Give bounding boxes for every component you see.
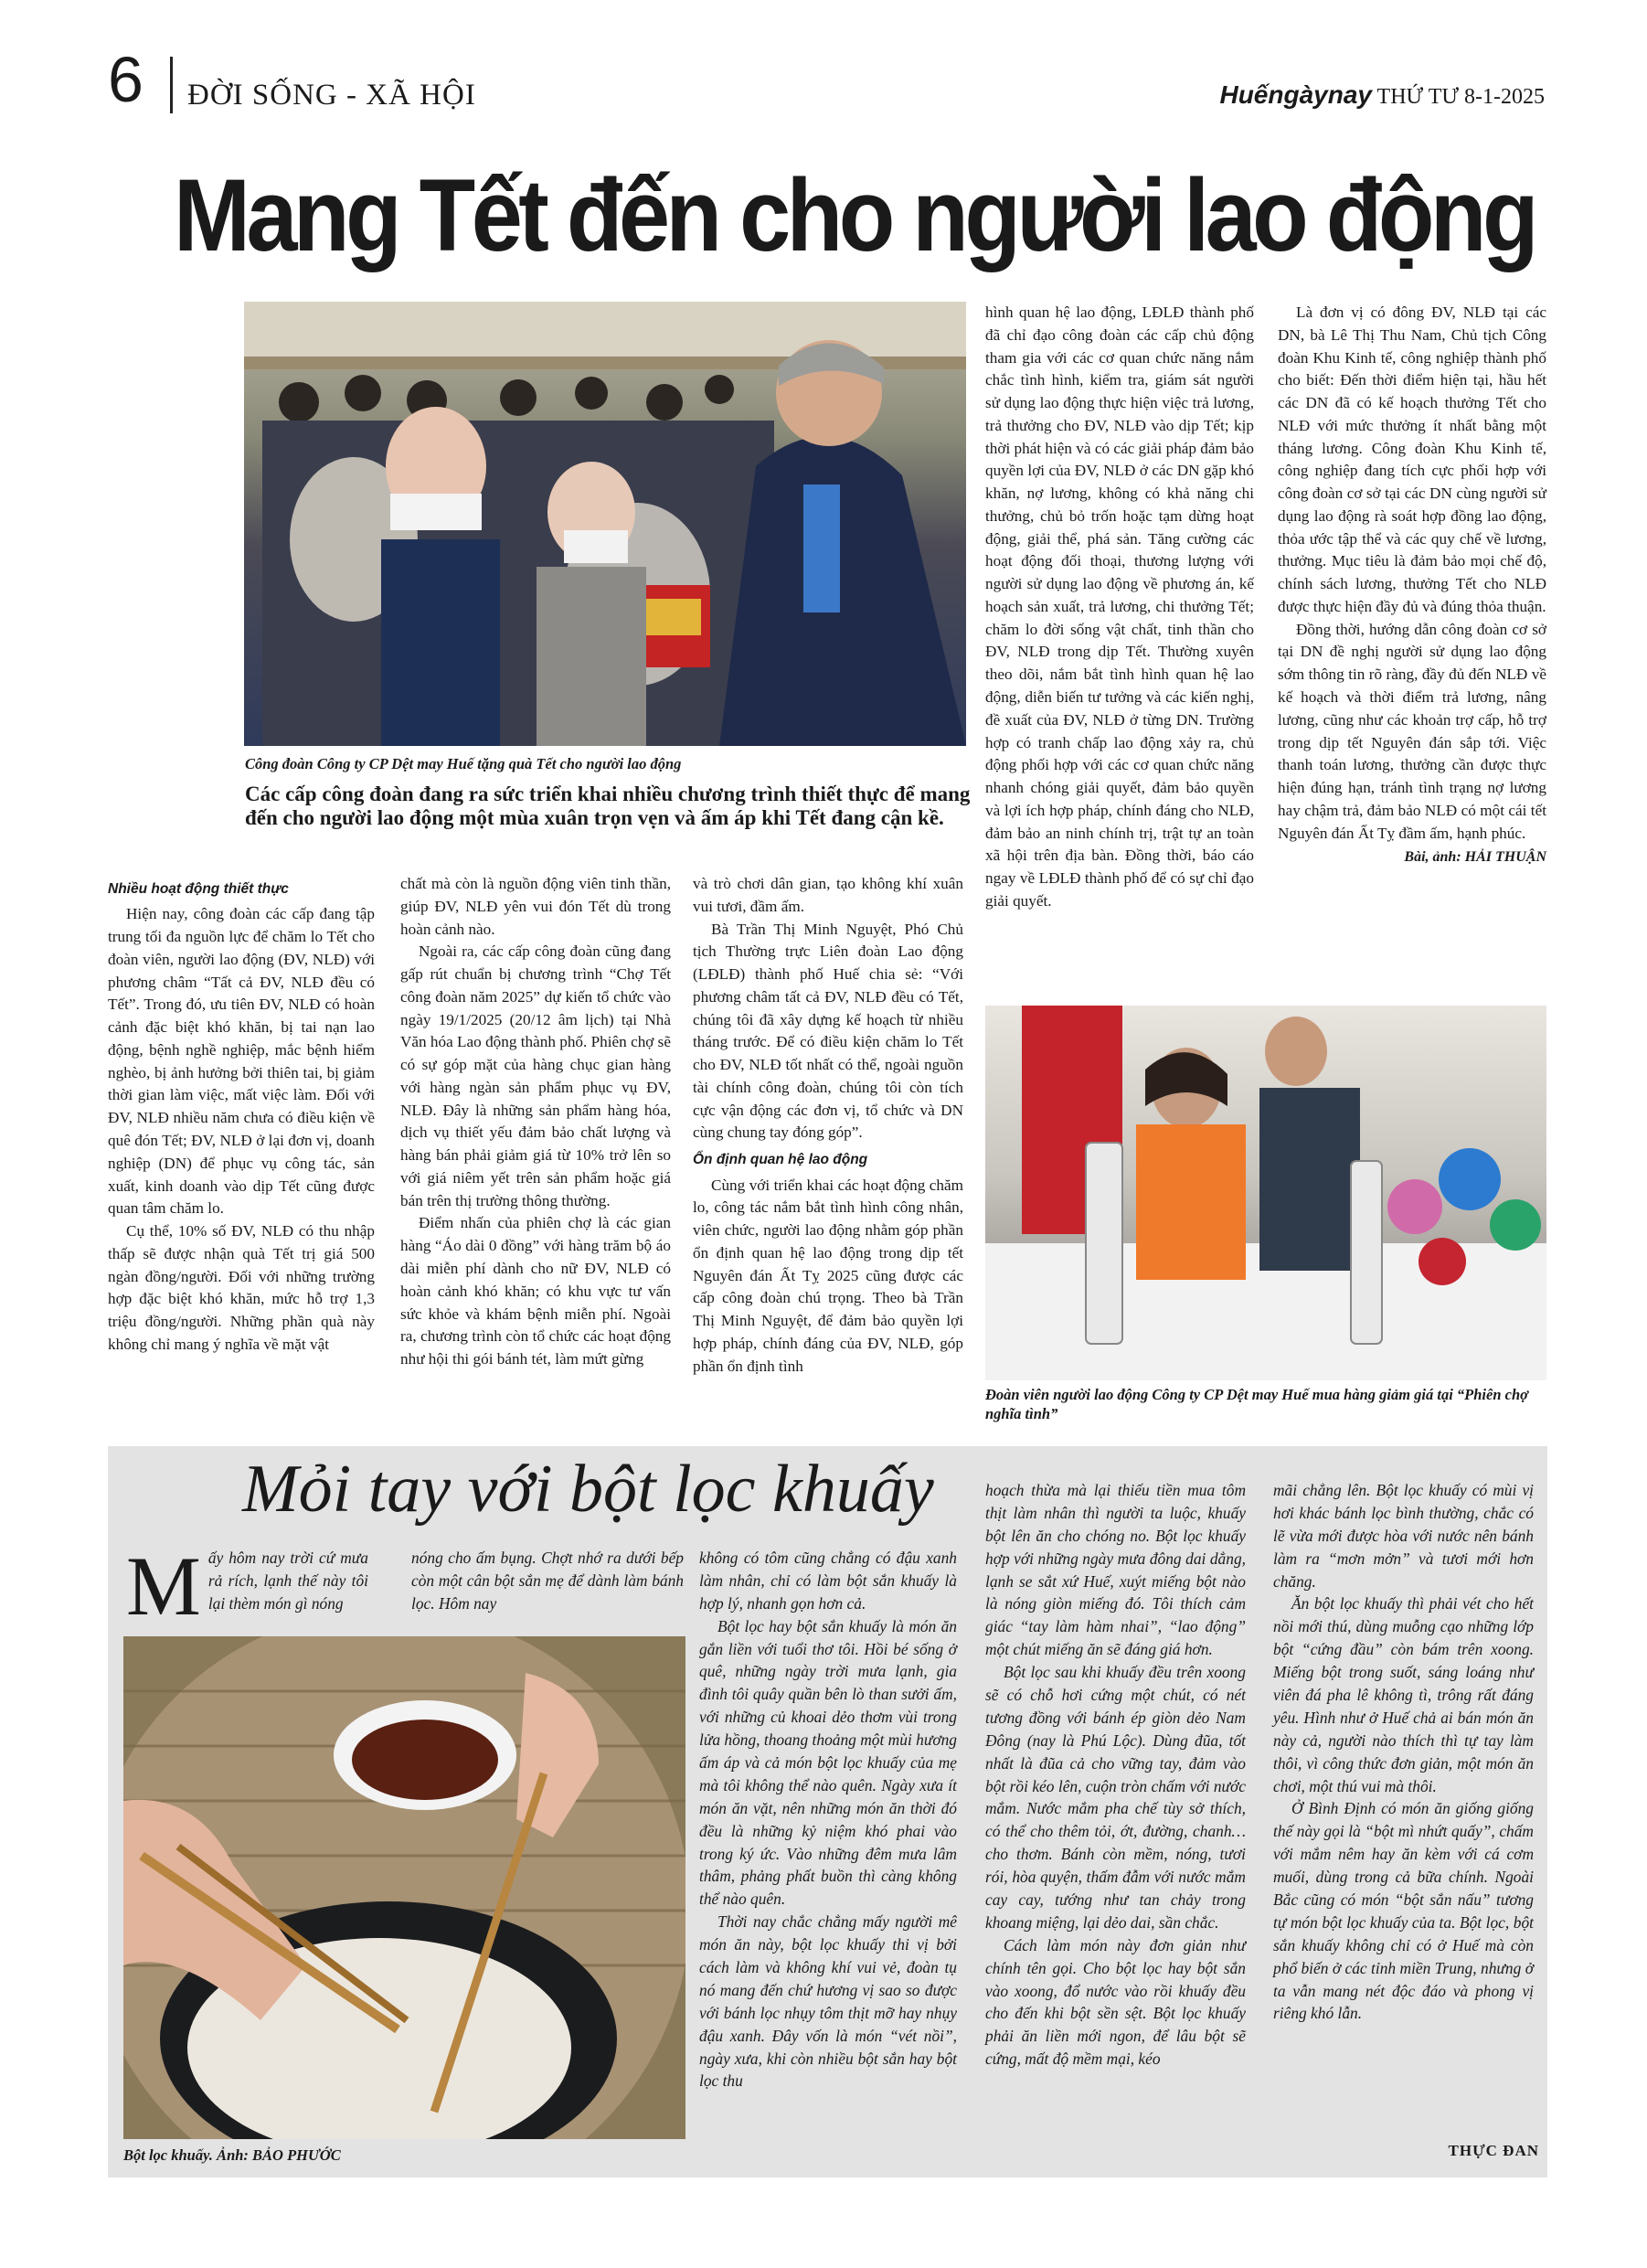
subhead-activities: Nhiều hoạt động thiết thực xyxy=(108,881,289,897)
paragraph: không có tôm cũng chẳng có đậu xanh làm nhân, chỉ có làm bột sắn khuấy là hợp lý, nhanh gọn hơn cả. xyxy=(699,1549,957,1613)
paragraph: Thời nay chắc chẳng mấy người mê món ăn này, bột lọc khuấy thi vị bởi cách làm và không khí vui vẻ, đoàn tụ nó mang đến chứ hương vị sao so được với bánh lọc nhụy tôm thịt mỡ hay nhụy đậu xanh. Đây vốn là món “vét nồi”, ngày xưa, khi còn nhiều bột sắn hay bột lọc thu xyxy=(699,1912,957,2091)
photo3-caption-text: Bột lọc khuấy. Ảnh: xyxy=(123,2146,253,2164)
section-name: ĐỜI SỐNG - XÃ HỘI xyxy=(187,79,476,112)
paragraph: Bà Trần Thị Minh Nguyệt, Phó Chủ tịch Thường trực Liên đoàn Lao động (LĐLĐ) thành phố Huế chia sẻ: “Với phương châm tất cả ĐV, NLĐ đều có Tết, chúng tôi đã xây dựng kế hoạch từ nhiều tháng trước. Để có điều kiện chăm lo Tết cho ĐV, NLĐ tốt nhất có thể, ngoài nguồn tài chính công đoàn, chúng tôi còn tích cực vận động các đơn vị, tổ chức và DN cùng chung tay đóng góp”. xyxy=(693,920,963,1142)
photo2-illustration xyxy=(985,1006,1546,1380)
paragraph: Bột lọc sau khi khuấy đều trên xoong sẽ có chỗ hơi cứng một chút, có nét tương đồng với bánh ép giòn dẻo Nam Đông (nay là Phú Lộc). Dùng đũa, tốt nhất là đũa cả cho vững tay, đảm vào bột rồi kéo lên, cuộn tròn chấm với nước mắm. Nước mắm pha chế tùy sở thích, có thể cho thêm tỏi, ớt, đường, chanh… cho thơm. Bánh còn mềm, nóng, tươi rói, hòa quyện, thấm đẫm với nước mắm cay cay, tướng như tan chảy trong khoang miệng, lại dẻo dai, sần chắc. xyxy=(985,1663,1246,1932)
drop-cap: M xyxy=(126,1539,201,1633)
photo-tapioca-dish xyxy=(123,1636,685,2139)
photo3-illustration xyxy=(123,1636,685,2139)
article2-headline: Mỏi tay với bột lọc khuấy xyxy=(242,1452,934,1527)
article1-column-2 xyxy=(400,873,671,1371)
paragraph: hoạch thừa mà lại thiếu tiền mua tôm thịt làm nhân thì người ta luộc, khuấy bột lên ăn cho chóng no. Bột lọc khuấy hợp với những ngày mưa đông dai dẳng, lạnh se sắt xứ Huế, xuýt miếng bột nào là nóng giòn miếng đó. Tôi thích cảm giác “tay làm hàm nhai”, “lao động” một chút miếng ăn sẽ đáng giá hơn. xyxy=(985,1481,1246,1659)
header-divider xyxy=(170,57,173,113)
article1-column-4 xyxy=(985,302,1254,913)
paragraph: Cùng với triển khai các hoạt động chăm lo, công tác nắm bắt tình hình công nhân, viên chức, người lao động nhằm góp phần ổn định quan hệ lao động trong dịp tết Nguyên đán Ất Tỵ 2025 cũng được các cấp công đoàn chú trọng. Theo bà Trần Thị Minh Nguyệt, để đảm bảo quyền lợi hợp pháp, chính đáng của ĐV, NLĐ, góp phần ổn định tình xyxy=(693,1176,963,1375)
paragraph: Hiện nay, công đoàn các cấp đang tập trung tối đa nguồn lực để chăm lo Tết cho đoàn viên, người lao động (ĐV, NLĐ) với phương châm “Tất cả ĐV, NLĐ đều có Tết”. Trong đó, ưu tiên ĐV, NLĐ có hoàn cảnh đặc biệt khó khăn, bị tai nạn lao động, bệnh nghề nghiệp, mắc bệnh hiểm nghèo, bị ảnh hưởng bởi thiên tai, bị giảm thời gian làm việc, mất việc làm. Đối với ĐV, NLĐ nhiều năm chưa có điều kiện về quê đón Tết; ĐV, NLĐ ở lại đơn vị, doanh nghiệp (DN) để phục vụ công tác, sản xuất, kinh doanh vào dịp Tết cũng được quan tâm chăm lo. xyxy=(108,905,375,1218)
intro-text-a: ấy hôm nay trời cứ mưa rả rích, lạnh thế này tôi lại thèm món gì nóng xyxy=(207,1549,368,1613)
paragraph: Cụ thể, 10% số ĐV, NLĐ có thu nhập thấp sẽ được nhận quà Tết trị giá 500 ngàn đồng/người. Đối với những trường hợp đặc biệt khó khăn, mức hỗ trợ 1,3 triệu đồng/người. Những phần quà này không chỉ mang ý nghĩa về mặt vật xyxy=(108,1222,375,1353)
photo1-caption: Công đoàn Công ty CP Dệt may Huế tặng quà Tết cho người lao động xyxy=(245,755,682,772)
photo-gift-giving xyxy=(244,302,966,746)
photo-market-shopping xyxy=(985,1006,1546,1380)
article-headline: Mang Tết đến cho người lao động xyxy=(174,158,1535,272)
publication-logo: Huếngàynay xyxy=(1219,80,1372,109)
article-lead: Các cấp công đoàn đang ra sức triển khai nhiều chương trình thiết thực để mang đến cho người lao động một mùa xuân trọn vẹn và ấm áp khi Tết đang cận kề. xyxy=(245,783,971,830)
page-number: 6 xyxy=(108,44,143,115)
article2-column-1 xyxy=(699,1547,957,2092)
paragraph: chất mà còn là nguồn động viên tinh thần, giúp ĐV, NLĐ yên vui đón Tết dù trong hoàn cảnh nào. xyxy=(400,875,671,938)
article1-byline: Bài, ảnh: HẢI THUẬN xyxy=(1404,849,1546,866)
paragraph: Ở Bình Định có món ăn giống giống thế này gọi là “bột mì nhứt quấy”, chấm với mắm nêm hay ăn kèm với cá cơm muối, dùng trong cả bữa chính. Ngoài Bắc cũng có món “bột sắn nấu” tương tự món bột lọc khuấy của ta. Bột lọc, bột sắn khuấy không chỉ có ở Huế mà còn phổ biến ở các tỉnh miền Trung, nhưng ở ta vẫn mang nét độc đáo và phong vị riêng khó lẫn. xyxy=(1273,1799,1534,2023)
article2-column-3 xyxy=(1273,1479,1534,2025)
article1-column-1 xyxy=(108,874,375,1357)
photo-illustration xyxy=(244,302,966,746)
photo3-caption xyxy=(123,2146,685,2166)
article2-author: THỰC ĐAN xyxy=(1448,2142,1539,2159)
paragraph: Đồng thời, hướng dẫn công đoàn cơ sở tại DN đề nghị người sử dụng lao động sớm thông tin rõ ràng, đầy đủ đến NLĐ về kế hoạch và thời điểm trả lương, nâng lương, cũng như các khoản trợ cấp, hỗ trợ trong dịp tết Nguyên đán sắp tới. Việc thanh toán lương, thưởng cần được thực hiện đúng hạn, tránh tình trạng nợ lương hay chậm trả, đảm bảo NLĐ có một cái tết Nguyên đán Ất Tỵ đầm ấm, hạnh phúc. xyxy=(1278,620,1546,842)
paragraph: Điểm nhấn của phiên chợ là các gian hàng “Áo dài 0 đồng” với hàng trăm bộ áo dài miễn phí dành cho nữ ĐV, NLĐ có hoàn cảnh khó khăn; có khu vực tư vấn sức khỏe và khám bệnh miễn phí. Ngoài ra, chương trình còn tổ chức các hoạt động như hội thi gói bánh tét, làm mứt gừng xyxy=(400,1214,671,1368)
paragraph: Cách làm món này đơn giản như chính tên gọi. Cho bột lọc hay bột sắn vào xoong, đổ nước vào rồi khuấy đều cho đến khi bột sền sệt. Bột lọc khuấy phải ăn liền mới ngon, để lâu bột sẽ cứng, mất độ mềm mại, kéo xyxy=(985,1935,1246,2069)
subhead-stabilize: Ổn định quan hệ lao động xyxy=(693,1152,868,1168)
paragraph: Bột lọc hay bột sắn khuấy là món ăn gắn liền với tuổi thơ tôi. Hồi bé sống ở quê, những ngày trời mưa lạnh, gia đình tôi quây quần bên lò than sưởi ấm, với những củ khoai dẻo thơm vùi trong lửa hồng, thoang thoảng một mùi hương ấm áp và cả món bột lọc khuấy của mẹ mà tôi không thể nào quên. Ngày xưa ít món ăn vặt, nên những món ăn thời đó đều là những kỷ niệm khó phai vào trong ký ức. Vào những đêm mưa lâm thâm, phảng phất buồn thì càng không thể nào quên. xyxy=(699,1616,957,1909)
article1-column-5 xyxy=(1278,302,1546,868)
article2-intro-right xyxy=(411,1547,684,1615)
issue-date: THỨ TƯ 8-1-2025 xyxy=(1376,85,1545,109)
photo2-caption: Đoàn viên người lao động Công ty CP Dệt may Huế mua hàng giảm giá tại “Phiên chợ nghĩa tình” xyxy=(985,1386,1528,1422)
paragraph: và trò chơi dân gian, tạo không khí xuân vui tươi, đầm ấm. xyxy=(693,875,963,915)
intro-text-b: nóng cho ấm bụng. Chợt nhớ ra dưới bếp còn một cân bột sắn mẹ để dành làm bánh lọc. Hôm nay xyxy=(411,1549,684,1613)
paragraph: hình quan hệ lao động, LĐLĐ thành phố đã chỉ đạo công đoàn các cấp chủ động tham gia với các cơ quan chức năng nắm chắc tình hình, kiểm tra, giám sát người sử dụng lao động thực hiện việc trả lương, trả thưởng cho ĐV, NLĐ vào dịp Tết; kịp thời phát hiện và có các giải pháp đảm bảo quyền lợi của ĐV, NLĐ ở các DN gặp khó khăn, nợ lương, không có khả năng chi thưởng, chủ bỏ trốn hoặc tạm dừng hoạt động, giải thể, phá sản. Tăng cường các hoạt động đối thoại, thương lượng với người sử dụng lao động về phương án, kế hoạch sản xuất, trả lương, chi thưởng Tết; chăm lo đời sống vật chất, tinh thần cho ĐV, NLĐ trong dịp Tết. Thường xuyên theo dõi, nắm bắt tình hình quan hệ lao động, diễn biến tư tưởng và các kiến nghị, đề xuất của ĐV, NLĐ ở từng DN. Trường hợp có tranh chấp lao động xảy ra, chủ động phối hợp với các cơ quan chức năng nhanh chóng giải quyết, đảm bảo quyền và lợi ích hợp pháp, chính đáng cho NLĐ, đảm bảo an ninh chính trị, trật tự an toàn xã hội trên địa bàn. Đồng thời, báo cáo ngay về LĐLĐ thành phố để có sự chỉ đạo giải quyết. xyxy=(985,303,1255,910)
publication-info xyxy=(1219,80,1545,110)
paragraph: Ăn bột lọc khuấy thì phải vét cho hết nồi mới thú, dùng muỗng cạo những lớp bột “cứng đầu” còn bám trên xoong. Miếng bột trong suốt, sáng loáng như viên đá pha lê không tì, trông rất đáng yêu. Hình như ở Huế chả ai bán món ăn này cả, người nào thích thì tự tay làm thôi, vì công thức đơn giản, một món ăn chơi, một thú vui mà thôi. xyxy=(1273,1594,1534,1795)
article2-column-2 xyxy=(985,1479,1246,2071)
article2-intro xyxy=(126,1539,368,1633)
paragraph: mãi chẳng lên. Bột lọc khuấy có mùi vị hơi khác bánh lọc bình thường, chắc có lẽ vừa mới được hòa với nước nên bánh làm ra “mơn mởn” và tươi mới hơn chăng. xyxy=(1273,1481,1534,1591)
article1-column-3 xyxy=(693,873,963,1378)
paragraph: Ngoài ra, các cấp công đoàn cũng đang gấp rút chuẩn bị chương trình “Chợ Tết công đoàn năm 2025” dự kiến tổ chức vào ngày 19/1/2025 (20/12 âm lịch) tại Nhà Văn hóa Lao động thành phố. Phiên chợ sẽ có sự góp mặt của hàng chục gian hàng với hàng ngàn sản phẩm phục vụ ĐV, NLĐ. Đây là những sản phẩm hàng hóa, dịch vụ thiết yếu đảm bảo chất lượng và hàng bán phải giảm giá từ 10% trở lên so với giá niêm yết trên sản phẩm hoặc giá bán trên thị trường thông thường. xyxy=(400,942,671,1209)
paragraph: Là đơn vị có đông ĐV, NLĐ tại các DN, bà Lê Thị Thu Nam, Chủ tịch Công đoàn Khu Kinh tế, công nghiệp thành phố cho biết: Đến thời điểm hiện tại, hầu hết các DN đã có kế hoạch thưởng Tết cho NLĐ với mức thưởng ít nhất bằng một tháng lương. Công đoàn Khu Kinh tế, công nghiệp đang tích cực phối hợp với công đoàn cơ sở tại các DN cùng người sử dụng lao động rà soát hợp đồng lao động, thỏa ước tập thể và các quy chế về lương, thưởng. Mục tiêu là đảm bảo mọi chế độ, chính sách lương, thưởng Tết cho NLĐ được thực hiện đầy đủ và đúng thỏa thuận. xyxy=(1278,303,1546,615)
photo3-caption-author: BẢO PHƯỚC xyxy=(252,2146,341,2164)
